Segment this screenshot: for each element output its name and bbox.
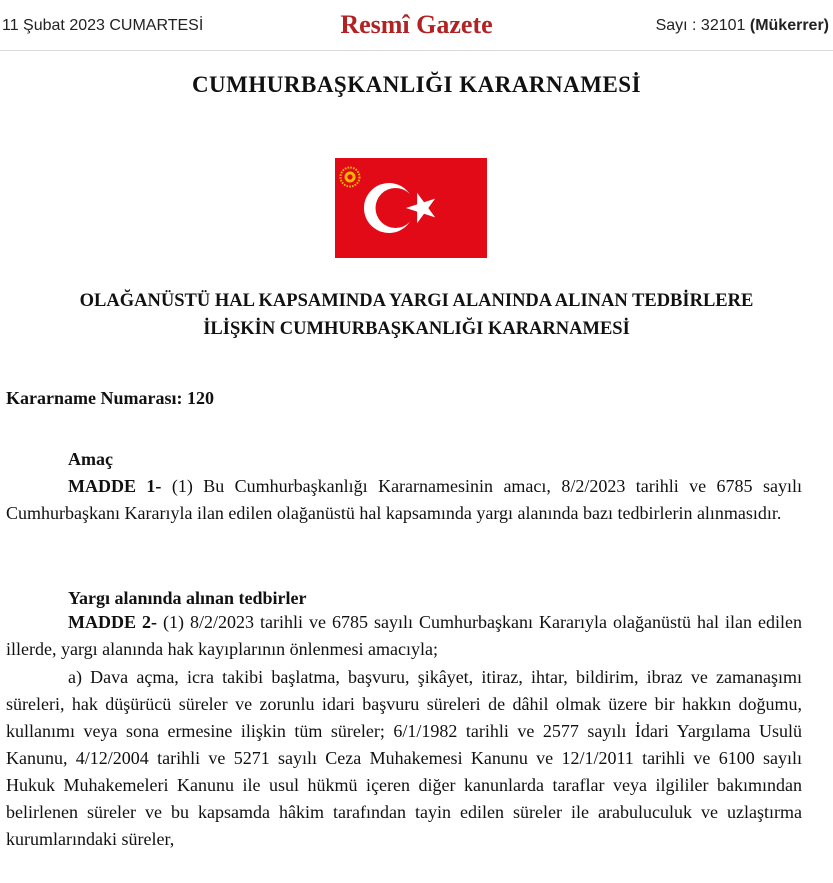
issue-note: (Mükerrer)	[749, 17, 829, 34]
issue-number	[656, 17, 829, 35]
section-heading-purpose: Amaç	[68, 449, 113, 469]
document-type-title: CUMHURBAŞKANLIĞI KARARNAMESİ	[191, 72, 642, 97]
article-1-label: MADDE 1-	[68, 476, 162, 496]
article-1-paragraph	[6, 473, 802, 527]
issue-date: 11 Şubat 2023 CUMARTESİ	[2, 17, 204, 34]
publication-title: Resmî Gazete	[340, 10, 493, 39]
article-2-text: (1) 8/2/2023 tarihli ve 6785 sayılı Cumhurbaşkanı Kararıyla olağanüstü hal ilan edilen illerde, yargı alanında hak kayıplarının önlenmesi amacıyla;	[6, 612, 802, 659]
article-2-item-a-text: a) Dava açma, icra takibi başlatma, başvuru, şikâyet, itiraz, ihtar, bildirim, ibraz ve zamanaşımı süreleri, hak düşürücü süreler ve zorunlu idari başvuru süreleri de dâhil olmak üzere bir hakkın doğumu, kullanımı veya sona ermesine ilişkin tüm süreler; 6/1/1982 tarihli ve 2577 sayılı İdari Yargılama Usulü Kanunu, 4/12/2004 tarihli ve 5271 sayılı Ceza Muhakemesi Kanunu ve 12/1/2011 tarihli ve 6100 sayılı Hukuk Muhakemeleri Kanunu ile usul hükmü içeren diğer kanunlarda taraflar veya ilgililer bakımından belirlenen süreler ve bu kapsamda hâkim tarafından tayin edilen süreler ile arabuluculuk ve uzlaştırma kurumlarındaki süreler,	[6, 667, 802, 849]
section-heading-measures: Yargı alanında alınan tedbirler	[68, 588, 307, 608]
turkish-flag-icon	[335, 158, 487, 258]
decree-number: Kararname Numarası: 120	[6, 388, 214, 408]
article-1-text: (1) Bu Cumhurbaşkanlığı Kararnamesinin amacı, 8/2/2023 tarihli ve 6785 sayılı Cumhurbaşkanı Kararıyla ilan edilen olağanüstü hal kapsamında yargı alanında bazı tedbirlerin alınmasıdır.	[6, 476, 802, 523]
article-2-label: MADDE 2-	[68, 612, 157, 632]
article-2-paragraph	[6, 609, 802, 663]
decree-title	[0, 287, 833, 343]
decree-title-line-2: İLİŞKİN CUMHURBAŞKANLIĞI KARARNAMESİ	[203, 319, 630, 339]
decree-title-line-1: OLAĞANÜSTÜ HAL KAPSAMINDA YARGI ALANINDA ALINAN TEDBİRLERE	[79, 291, 754, 311]
gazette-header	[0, 0, 833, 51]
article-2-item-a	[6, 664, 802, 853]
issue-number-label: Sayı : 32101	[655, 17, 746, 34]
